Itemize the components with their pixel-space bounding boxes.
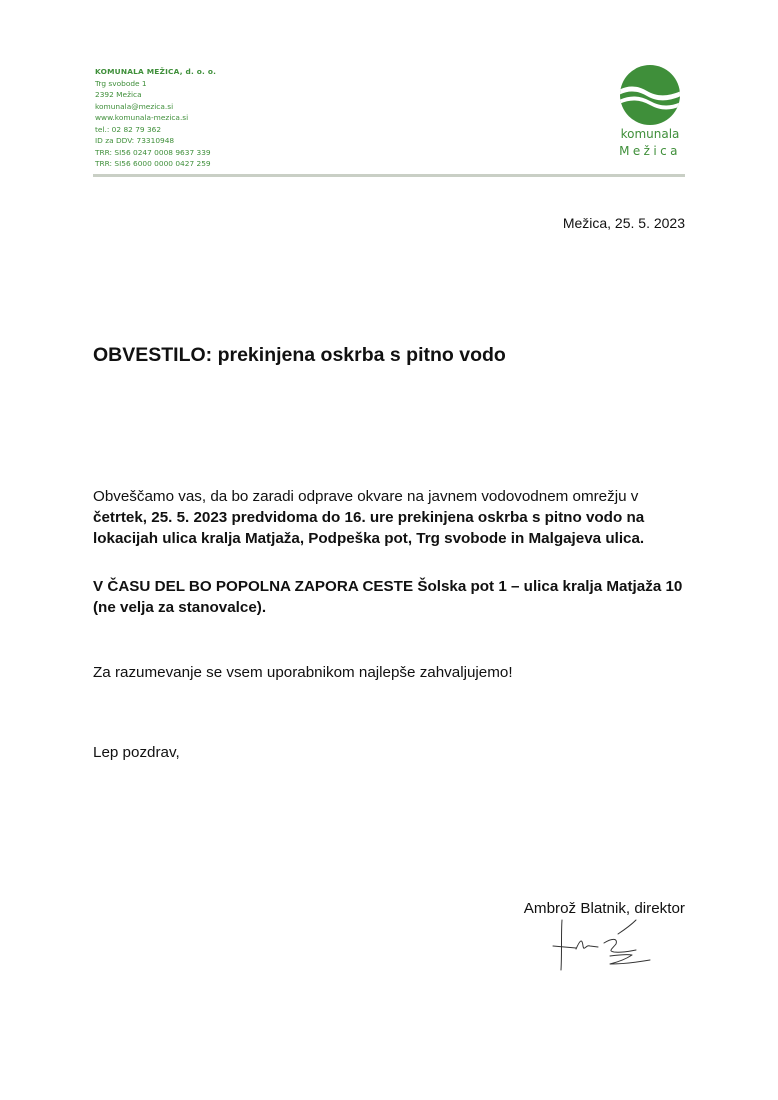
letter-body [93, 486, 693, 549]
greeting: Lep pozdrav, [93, 744, 180, 761]
company-logo [612, 64, 688, 160]
company-phone: tel.: 02 82 79 362 [95, 124, 162, 134]
company-website: www.komunala-mezica.si [95, 113, 189, 122]
company-vat: ID za DDV: 73310948 [95, 136, 175, 145]
body-intro-bold: četrtek, 25. 5. 2023 predvidoma do 16. ure prekinjena oskrba s pitno vodo na lokacijah ulica kralja Matjaža, Podpeška pot, Trg svobode in Malgajeva ulica. [93, 509, 645, 547]
letter-date: Mežica, 25. 5. 2023 [562, 215, 685, 231]
thanks-line: Za razumevanje se vsem uporabnikom najlepše zahvaljujemo! [93, 664, 513, 681]
road-closure-notice: V ČASU DEL BO POPOLNA ZAPORA CESTE Šolska pot 1 – ulica kralja Matjaža 10 (ne velja za stanovalce). [93, 578, 683, 616]
letter-title: OBVESTILO: prekinjena oskrba s pitno vodo [93, 344, 506, 366]
company-info [95, 66, 355, 170]
company-postal: 2392 Mežica [95, 90, 142, 99]
body-intro: Obveščamo vas, da bo zaradi odprave okvare na javnem vodovodnem omrežju v [93, 488, 639, 505]
company-account-1: TRR: SI56 0247 0008 9637 339 [95, 147, 211, 157]
logo-name: komunala [620, 127, 680, 141]
company-address: Trg svobode 1 [95, 78, 147, 88]
signatory: Ambrož Blatnik, direktor [523, 900, 685, 917]
company-name: KOMUNALA MEŽICA, d. o. o. [95, 67, 217, 76]
logo-town: Mežica [619, 144, 681, 158]
company-email: komunala@mezica.si [95, 101, 174, 111]
company-account-2: TRR: SI56 6000 0000 0427 259 [95, 159, 211, 168]
water-wave-icon [617, 64, 683, 126]
header-divider [93, 174, 685, 177]
handwritten-signature [552, 916, 656, 974]
